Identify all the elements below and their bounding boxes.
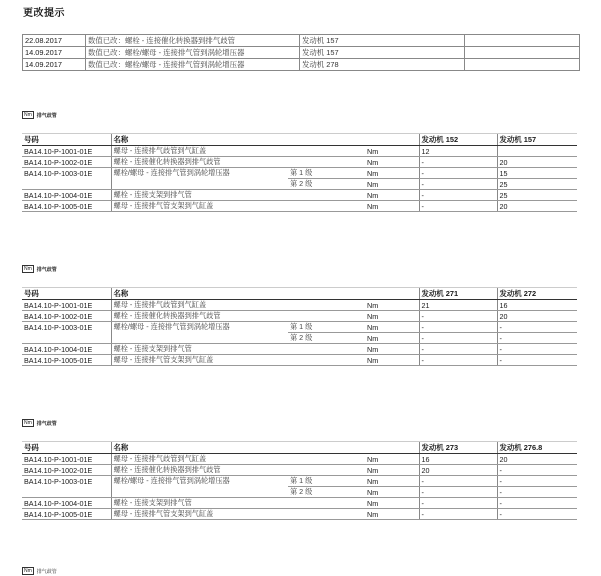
torque-value-engine-1: - <box>419 311 497 322</box>
torque-value-engine-1: - <box>419 190 497 201</box>
change-blank <box>465 59 580 71</box>
torque-value-engine-2: 20 <box>497 311 577 322</box>
torque-value-engine-1: - <box>419 344 497 355</box>
header-pad <box>395 288 419 300</box>
section-header <box>22 567 57 575</box>
header-unit <box>365 288 395 300</box>
torque-value-engine-1: - <box>419 168 497 179</box>
table-row <box>22 201 577 212</box>
spacer <box>395 454 419 465</box>
header-unit <box>365 134 395 146</box>
header-code: 号码 <box>22 134 111 146</box>
part-name: 螺母 - 连接排气歧管到气缸盖 <box>111 454 288 465</box>
part-code: BA14.10-P-1004-01E <box>22 344 111 355</box>
torque-value-engine-1: - <box>419 476 497 487</box>
header-engine-1: 发动机 273 <box>419 442 497 454</box>
part-name <box>111 487 288 498</box>
torque-value-engine-2: - <box>497 509 577 520</box>
unit: Nm <box>365 454 395 465</box>
part-code: BA14.10-P-1005-01E <box>22 355 111 366</box>
tightening-stage <box>288 201 365 212</box>
header-name: 名称 <box>111 134 288 146</box>
table-row <box>22 344 577 355</box>
part-name: 螺栓/螺母 - 连接排气管到涡轮增压器 <box>111 322 288 333</box>
table-row <box>23 35 580 47</box>
part-code: BA14.10-P-1001-01E <box>22 300 111 311</box>
header-code: 号码 <box>22 288 111 300</box>
part-name: 螺母 - 连接排气歧管到气缸盖 <box>111 146 288 157</box>
unit: Nm <box>365 168 395 179</box>
table-row <box>22 355 577 366</box>
tightening-stage <box>288 509 365 520</box>
spacer <box>395 487 419 498</box>
tightening-stage: 第 2 级 <box>288 333 365 344</box>
torque-table-2 <box>22 287 577 366</box>
part-code <box>22 333 111 344</box>
part-code: BA14.10-P-1003-01E <box>24 476 93 486</box>
table-row <box>22 333 577 344</box>
header-engine-1: 发动机 271 <box>419 288 497 300</box>
change-description: 数值已改：螺栓/螺母 - 连接排气管到涡轮增压器 <box>86 47 300 59</box>
table-row <box>22 300 577 311</box>
part-name: 螺母 - 连接排气管支架到气缸盖 <box>111 355 288 366</box>
torque-value-engine-2: 25 <box>497 190 577 201</box>
change-date: 22.08.2017 <box>23 35 86 47</box>
unit: Nm <box>365 333 395 344</box>
part-name: 螺母 - 连接排气管支架到气缸盖 <box>111 509 288 520</box>
unit: Nm <box>365 476 395 487</box>
unit: Nm <box>365 355 395 366</box>
torque-nm-icon: Nm <box>24 112 32 118</box>
part-name: 螺栓/螺母 - 连接排气管到涡轮增压器 <box>111 168 288 179</box>
change-engine: 发动机 278 <box>300 59 465 71</box>
unit: Nm <box>365 157 395 168</box>
spacer <box>395 322 419 333</box>
header-engine-1: 发动机 152 <box>419 134 497 146</box>
unit: Nm <box>365 179 395 190</box>
table-row <box>22 322 577 333</box>
change-date: 14.09.2017 <box>23 47 86 59</box>
unit: Nm <box>365 300 395 311</box>
table-row <box>22 146 577 157</box>
header-pad <box>395 442 419 454</box>
tightening-stage <box>288 146 365 157</box>
part-name: 螺栓/螺母 - 连接排气管到涡轮增压器 <box>111 476 288 487</box>
part-code: BA14.10-P-1004-01E <box>22 190 111 201</box>
torque-value-engine-2: 16 <box>497 300 577 311</box>
spacer <box>395 201 419 212</box>
torque-value-engine-2: - <box>497 344 577 355</box>
torque-value-engine-2: 15 <box>497 168 577 179</box>
table-header-row <box>22 442 577 454</box>
spacer <box>395 465 419 476</box>
torque-value-engine-2: - <box>497 322 577 333</box>
table-row <box>22 487 577 498</box>
tightening-stage <box>288 190 365 201</box>
part-name: 螺栓 - 连接催化转换器到排气歧管 <box>111 465 288 476</box>
table-row <box>22 498 577 509</box>
spacer <box>395 509 419 520</box>
tightening-stage: 第 1 级 <box>288 476 365 487</box>
spacer <box>395 498 419 509</box>
unit: Nm <box>365 311 395 322</box>
header-stage <box>288 288 365 300</box>
tightening-stage <box>288 465 365 476</box>
tightening-stage <box>288 355 365 366</box>
part-code <box>22 179 111 190</box>
torque-value-engine-1: - <box>419 179 497 190</box>
unit: Nm <box>365 487 395 498</box>
page-title: 更改提示 <box>23 8 65 19</box>
change-engine: 发动机 157 <box>300 47 465 59</box>
torque-value-engine-1: - <box>419 201 497 212</box>
torque-value-engine-2: - <box>497 487 577 498</box>
change-blank <box>465 35 580 47</box>
change-blank <box>465 47 580 59</box>
tightening-stage: 第 2 级 <box>288 487 365 498</box>
torque-nm-icon: Nm <box>24 420 32 426</box>
section-label: 排气歧管 <box>36 568 57 575</box>
torque-value-engine-2: 20 <box>497 157 577 168</box>
part-name <box>111 179 288 190</box>
part-code: BA14.10-P-1004-01E <box>22 498 111 509</box>
torque-value-engine-1: - <box>419 157 497 168</box>
section-label: 排气歧管 <box>36 420 57 427</box>
torque-value-engine-1: 12 <box>419 146 497 157</box>
spacer <box>395 311 419 322</box>
table-row <box>22 465 577 476</box>
unit: Nm <box>365 201 395 212</box>
torque-value-engine-2: - <box>497 498 577 509</box>
table-header-row <box>22 134 577 146</box>
part-name: 螺栓 - 连接支架到排气管 <box>111 190 288 201</box>
part-name: 螺栓 - 连接催化转换器到排气歧管 <box>111 311 288 322</box>
table-row <box>22 179 577 190</box>
torque-nm-icon: Nm <box>24 568 32 574</box>
tightening-stage <box>288 498 365 509</box>
spacer <box>395 300 419 311</box>
part-name: 螺栓 - 连接催化转换器到排气歧管 <box>111 157 288 168</box>
change-log-table <box>22 34 580 71</box>
torque-value-engine-1: - <box>419 322 497 333</box>
unit: Nm <box>365 322 395 333</box>
table-row <box>22 311 577 322</box>
part-code: BA14.10-P-1002-01E <box>22 157 111 168</box>
spacer <box>395 190 419 201</box>
torque-nm-icon: Nm <box>24 266 32 272</box>
part-name: 螺栓 - 连接支架到排气管 <box>111 344 288 355</box>
torque-value-engine-2: 20 <box>497 454 577 465</box>
table-row <box>22 454 577 465</box>
torque-value-engine-1: 20 <box>419 465 497 476</box>
spacer <box>395 344 419 355</box>
torque-value-engine-1: 21 <box>419 300 497 311</box>
section-label: 排气歧管 <box>36 112 57 119</box>
header-stage <box>288 134 365 146</box>
section-header <box>22 419 57 427</box>
part-code: BA14.10-P-1005-01E <box>22 201 111 212</box>
table-row <box>22 509 577 520</box>
unit: Nm <box>365 498 395 509</box>
table-row <box>22 157 577 168</box>
part-code: BA14.10-P-1003-01E <box>24 322 93 332</box>
table-header-row <box>22 288 577 300</box>
change-date: 14.09.2017 <box>23 59 86 71</box>
table-row <box>22 476 577 487</box>
tightening-stage: 第 1 级 <box>288 322 365 333</box>
unit: Nm <box>365 344 395 355</box>
tightening-stage: 第 1 级 <box>288 168 365 179</box>
part-code <box>22 487 111 498</box>
table-row <box>23 59 580 71</box>
table-row <box>22 190 577 201</box>
torque-value-engine-2: - <box>497 333 577 344</box>
torque-value-engine-1: - <box>419 487 497 498</box>
spacer <box>395 333 419 344</box>
spacer <box>395 146 419 157</box>
torque-value-engine-1: - <box>419 355 497 366</box>
section-header <box>22 265 57 273</box>
torque-value-engine-2: 20 <box>497 201 577 212</box>
header-stage <box>288 442 365 454</box>
spacer <box>395 157 419 168</box>
torque-value-engine-1: - <box>419 498 497 509</box>
unit: Nm <box>365 190 395 201</box>
part-code: BA14.10-P-1002-01E <box>22 311 111 322</box>
header-code: 号码 <box>22 442 111 454</box>
torque-value-engine-2 <box>497 146 577 157</box>
header-engine-2: 发动机 272 <box>497 288 577 300</box>
header-name: 名称 <box>111 288 288 300</box>
part-code: BA14.10-P-1001-01E <box>22 454 111 465</box>
tightening-stage <box>288 300 365 311</box>
header-name: 名称 <box>111 442 288 454</box>
torque-value-engine-1: - <box>419 509 497 520</box>
part-code: BA14.10-P-1002-01E <box>22 465 111 476</box>
torque-value-engine-2: - <box>497 465 577 476</box>
header-engine-2: 发动机 276.8 <box>497 442 577 454</box>
torque-value-engine-1: - <box>419 333 497 344</box>
tightening-stage <box>288 311 365 322</box>
torque-value-engine-2: 25 <box>497 179 577 190</box>
tightening-stage <box>288 157 365 168</box>
part-name: 螺母 - 连接排气歧管到气缸盖 <box>111 300 288 311</box>
header-pad <box>395 134 419 146</box>
part-code: BA14.10-P-1003-01E <box>24 168 93 178</box>
section-header <box>22 111 57 119</box>
tightening-stage <box>288 454 365 465</box>
table-row <box>23 47 580 59</box>
change-description: 数值已改：螺栓/螺母 - 连接排气管到涡轮增压器 <box>86 59 300 71</box>
change-engine: 发动机 157 <box>300 35 465 47</box>
part-name <box>111 333 288 344</box>
unit: Nm <box>365 146 395 157</box>
part-name: 螺栓 - 连接支架到排气管 <box>111 498 288 509</box>
torque-table-3 <box>22 441 577 520</box>
section-label: 排气歧管 <box>36 266 57 273</box>
part-code: BA14.10-P-1001-01E <box>22 146 111 157</box>
unit: Nm <box>365 465 395 476</box>
tightening-stage: 第 2 级 <box>288 179 365 190</box>
unit: Nm <box>365 509 395 520</box>
header-unit <box>365 442 395 454</box>
torque-value-engine-2: - <box>497 355 577 366</box>
part-name: 螺母 - 连接排气管支架到气缸盖 <box>111 201 288 212</box>
header-engine-2: 发动机 157 <box>497 134 577 146</box>
tightening-stage <box>288 344 365 355</box>
torque-table-1 <box>22 133 577 212</box>
spacer <box>395 168 419 179</box>
part-code: BA14.10-P-1005-01E <box>22 509 111 520</box>
change-description: 数值已改：螺栓 - 连接催化转换器到排气歧管 <box>86 35 300 47</box>
spacer <box>395 355 419 366</box>
table-row <box>22 168 577 179</box>
spacer <box>395 179 419 190</box>
spacer <box>395 476 419 487</box>
torque-value-engine-1: 16 <box>419 454 497 465</box>
torque-value-engine-2: - <box>497 476 577 487</box>
